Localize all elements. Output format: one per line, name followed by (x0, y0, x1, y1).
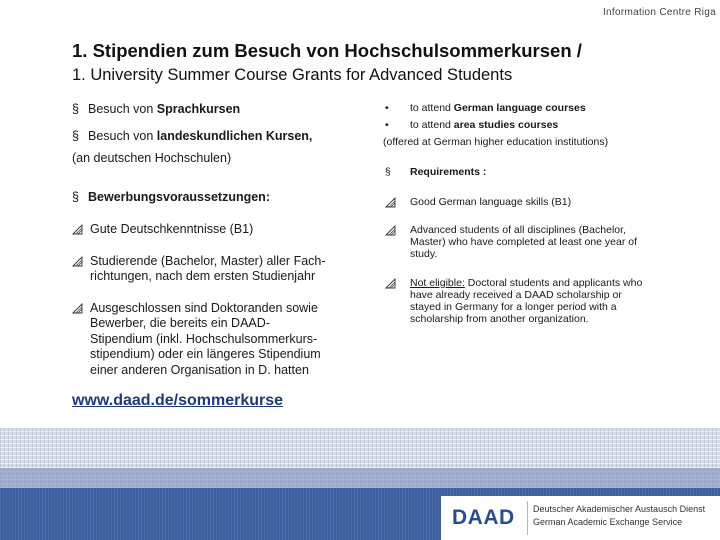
triangle-ruler-icon (72, 224, 83, 235)
bullet-icon: • (385, 102, 389, 114)
list-note: (an deutschen Hochschulen) (72, 151, 232, 165)
list-note: (offered at German higher education institutions) (383, 136, 609, 148)
triangle-ruler-icon (72, 256, 83, 267)
daad-logo: DAAD (452, 506, 515, 529)
requirement-item: Not eligible: Doctoral students and applicants who have already received a DAAD scholarship or stayed in Germany for a longer period with a scholarship from another organization. (383, 277, 683, 325)
bullet-icon: § (385, 166, 391, 178)
requirements-heading: § Requirements : (385, 166, 487, 178)
logo-divider (527, 501, 528, 535)
requirement-item: Ausgeschlossen sind Doktoranden sowie Bewerber, die bereits ein DAAD- Stipendium (inkl. Hochschulsommerkurs- stipendium) oder ein längeres Stipendium einer anderen Organisation in D. hatten (72, 301, 362, 379)
bullet-icon: • (385, 119, 389, 131)
bullet-icon: § (72, 190, 79, 204)
summer-course-link[interactable]: www.daad.de/sommerkurse (72, 392, 284, 409)
triangle-ruler-icon (385, 225, 396, 236)
title-german: 1. Stipendien zum Besuch von Hochschulsommerkursen / (72, 40, 582, 61)
title-english: 1. University Summer Course Grants for Advanced Students (72, 66, 513, 84)
english-column (383, 102, 683, 325)
bullet-icon: § (72, 102, 79, 116)
office-label: Information Centre Riga (602, 7, 716, 18)
german-column (72, 100, 362, 378)
list-item: § Besuch von landeskundlichen Kursen, (72, 127, 362, 146)
footer-mid-band (0, 468, 720, 490)
list-item: § Besuch von Sprachkursen (72, 100, 362, 119)
requirements-heading: § Bewerbungsvoraussetzungen: (72, 188, 362, 207)
requirement-item: Advanced students of all disciplines (Bachelor, Master) who have completed at least one year of study. (383, 224, 683, 260)
org-name-german: Deutscher Akademischer Austausch Dienst (533, 504, 706, 514)
list-item: • to attend German language courses (385, 102, 586, 114)
requirement-item: Studierende (Bachelor, Master) aller Fach- richtungen, nach dem ersten Studienjahr (72, 254, 362, 285)
list-item: • to attend area studies courses (385, 119, 559, 131)
requirement-item: Gute Deutschkenntnisse (B1) (72, 222, 362, 238)
triangle-ruler-icon (72, 303, 83, 314)
org-name-english: German Academic Exchange Service (533, 517, 683, 527)
requirement-item: Good German language skills (B1) (383, 196, 683, 208)
triangle-ruler-icon (385, 278, 396, 289)
bullet-icon: § (72, 129, 79, 143)
triangle-ruler-icon (385, 197, 396, 208)
